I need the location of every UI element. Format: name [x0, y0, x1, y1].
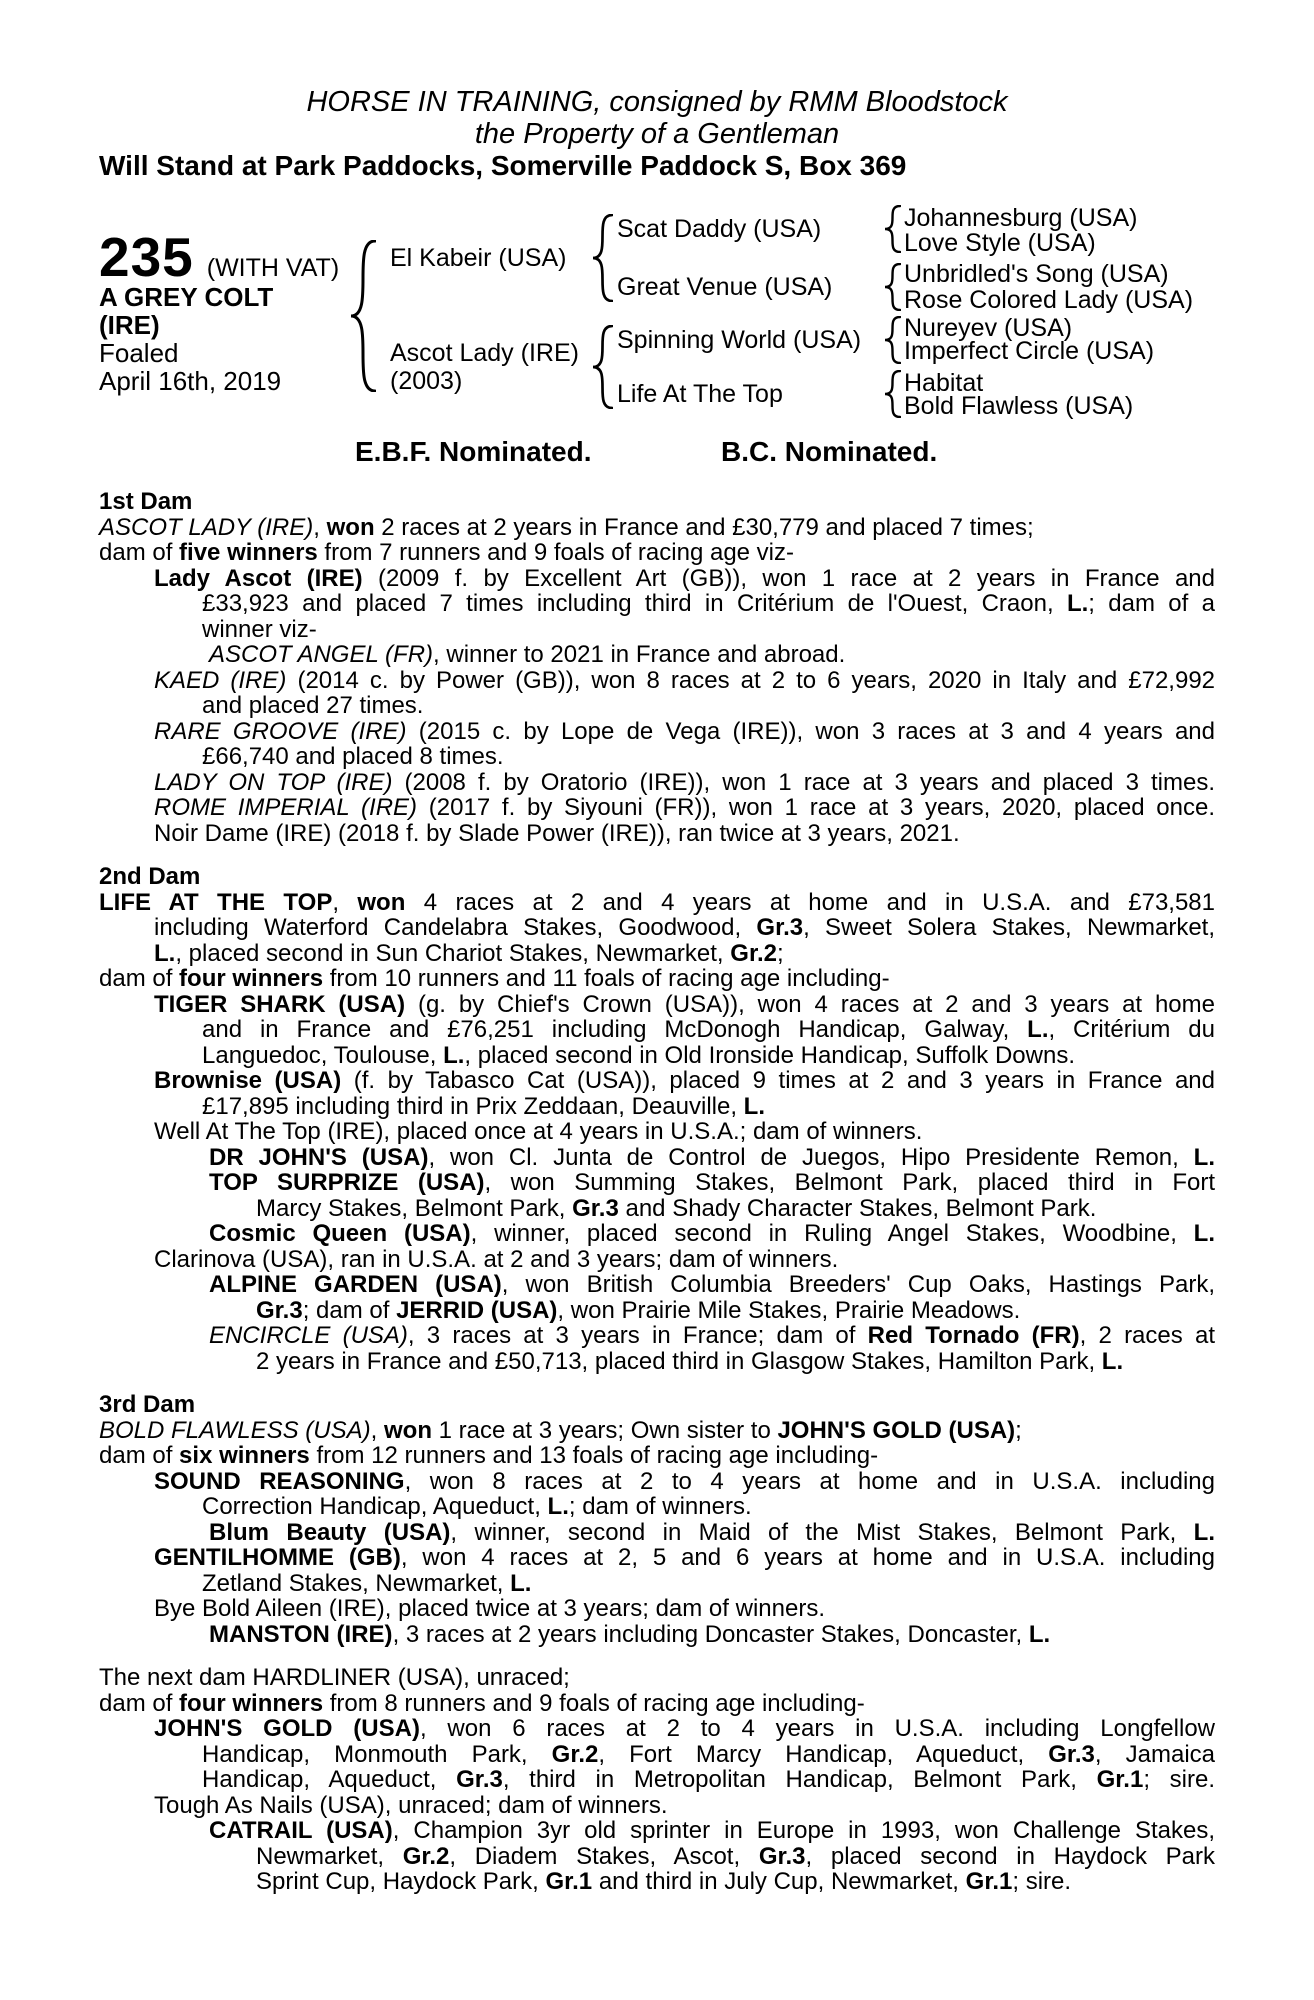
catalogue-line: [99, 890, 1215, 916]
colt-description-line: A GREY COLT: [99, 282, 274, 312]
foaling-date: April 16th, 2019: [99, 366, 282, 396]
emphasis-text: L.: [510, 1569, 532, 1597]
catalogue-line: [99, 1443, 1215, 1469]
catalogue-line: [99, 1665, 1215, 1691]
emphasis-text: Gr.3: [456, 1766, 503, 1793]
body-text: , Critérium du: [1048, 1016, 1215, 1043]
blacktype-name: ASCOT ANGEL (FR): [209, 641, 434, 668]
body-text: Noir Dame (IRE) (2018 f. by Slade Power (IRE)), ran twice at 3 years, 2021.: [154, 819, 960, 847]
catalogue-line: [99, 591, 1215, 617]
body-text: , placed second in Sun Chariot Stakes, Newmarket,: [175, 939, 731, 967]
great-grandparent-name: Imperfect Circle (USA): [904, 337, 1155, 365]
body-text: dam of: [99, 1442, 180, 1469]
emphasis-text: four winners: [179, 1689, 324, 1717]
blacktype-name: ENCIRCLE (USA): [209, 1322, 408, 1349]
body-text: and placed 27 times.: [202, 692, 424, 719]
lot-number: 235: [99, 226, 194, 288]
body-text: , winner, second in Maid of the Mist Stakes, Belmont Park,: [450, 1518, 1194, 1546]
body-text: ,: [370, 1416, 384, 1444]
lot-row: [99, 226, 340, 288]
body-text: , won Summing Stakes, Belmont Park, placed third in Fort: [484, 1169, 1215, 1196]
body-text: dam of: [99, 1689, 180, 1717]
catalogue-line: [99, 1323, 1215, 1349]
body-text: ; sire.: [1012, 1868, 1072, 1895]
emphasis-text: Gr.1: [545, 1868, 593, 1895]
body-text: , placed second in Old Ironside Handicap, Suffolk Downs.: [464, 1041, 1075, 1069]
emphasis-text: L.: [1193, 1143, 1215, 1171]
body-text: including Waterford Candelabra Stakes, Goodwood,: [154, 914, 757, 941]
header-consignor: HORSE IN TRAINING, consigned by RMM Bloodstock: [306, 86, 1008, 118]
section-title: 2nd Dam: [99, 863, 201, 890]
dam-name: Ascot Lady (IRE): [390, 339, 579, 367]
body-text: ; sire.: [1143, 1766, 1215, 1793]
catalogue-line: [99, 1068, 1215, 1094]
granddam-maternal-name: Life At The Top: [617, 380, 783, 408]
emphasis-text: Red Tornado (FR): [867, 1322, 1080, 1349]
body-text: 4 races at 2 and 4 years at home and in U.S.A. and £73,581: [405, 888, 1215, 916]
body-text: Sprint Cup, Haydock Park,: [256, 1868, 546, 1895]
emphasis-text: L.: [1028, 1620, 1051, 1648]
emphasis-text: TOP SURPRIZE (USA): [209, 1169, 485, 1196]
body-text: , won 6 races at 2 to 4 years in U.S.A. including Longfellow: [419, 1715, 1215, 1742]
catalogue-line: [99, 1119, 1215, 1145]
body-text: , Jamaica: [1094, 1740, 1216, 1768]
emphasis-text: Gr.1: [965, 1868, 1013, 1895]
catalogue-line: [99, 1094, 1215, 1120]
emphasis-text: Blum Beauty (USA): [209, 1518, 451, 1546]
vat-note: (WITH VAT): [206, 254, 340, 282]
emphasis-text: L.: [743, 1092, 765, 1120]
body-text: , 3 races at 2 years including Doncaster Stakes, Doncaster,: [392, 1620, 1029, 1648]
body-text: £33,923 and placed 7 times including third in Critérium de l'Ouest, Craon,: [202, 590, 1067, 617]
emphasis-text: Cosmic Queen (USA): [209, 1220, 471, 1247]
catalogue-line: [99, 941, 1215, 967]
body-text: and in France and £76,251 including McDonogh Handicap, Galway,: [202, 1016, 1028, 1043]
emphasis-text: Gr.3: [572, 1194, 619, 1222]
emphasis-text: Lady Ascot (IRE): [154, 564, 363, 592]
body-text: Correction Handicap, Aqueduct,: [202, 1493, 548, 1520]
catalogue-line: [99, 966, 1215, 992]
catalogue-line: [99, 540, 1215, 566]
body-text: , won 4 races at 2, 5 and 6 years at home and in U.S.A. including: [400, 1544, 1216, 1571]
body-text: Zetland Stakes, Newmarket,: [202, 1569, 511, 1597]
emphasis-text: L.: [1193, 1220, 1215, 1247]
body-text: (2017 f. by Siyouni (FR)), won 1 race at 3 years, 2020, placed once.: [417, 794, 1215, 821]
body-text: dam of: [99, 965, 180, 992]
catalogue-line: [99, 992, 1215, 1018]
body-text: (2009 f. by Excellent Art (GB)), won 1 race at 2 years in France and: [362, 564, 1215, 592]
blacktype-name: ROME IMPERIAL (IRE): [154, 794, 418, 821]
grandsire-paternal-name: Scat Daddy (USA): [617, 215, 822, 243]
body-text: Tough As Nails (USA), unraced; dam of winners.: [154, 1791, 668, 1819]
emphasis-text: Gr.2: [402, 1842, 450, 1870]
catalogue-line: [99, 1298, 1215, 1324]
catalogue-line: [99, 1247, 1215, 1273]
emphasis-text: GENTILHOMME (GB): [154, 1544, 401, 1571]
body-text: Newmarket,: [256, 1842, 403, 1870]
body-text: , won British Columbia Breeders' Cup Oaks, Hastings Park,: [501, 1271, 1215, 1298]
body-text: (f. by Tabasco Cat (USA)), placed 9 times at 2 and 3 years in France and: [341, 1067, 1215, 1094]
body-text: , won 8 races at 2 to 4 years at home and in U.S.A. including: [404, 1467, 1216, 1495]
emphasis-text: Gr.3: [1048, 1740, 1095, 1768]
body-text: , won Cl. Junta de Control de Juegos, Hipo Presidente Remon,: [428, 1143, 1194, 1171]
catalogue-line: [99, 1520, 1215, 1546]
body-text: , Diadem Stakes, Ascot,: [449, 1842, 759, 1870]
grandsire-maternal-name: Spinning World (USA): [617, 326, 862, 354]
catalogue-line: [99, 668, 1215, 694]
catalogue-line: [99, 744, 1215, 770]
pedigree-brace-icon: [592, 325, 613, 409]
emphasis-text: L.: [1101, 1347, 1124, 1375]
body-text: ,: [332, 888, 358, 916]
body-text: from 7 runners and 9 foals of racing age viz-: [317, 539, 795, 566]
body-text: winner viz-: [202, 615, 317, 643]
foaled-label: Foaled: [99, 338, 179, 368]
catalogue-line: [99, 642, 1215, 668]
catalogue-line: [99, 1017, 1215, 1043]
body-text: , won Prairie Mile Stakes, Prairie Meadows.: [557, 1296, 1021, 1324]
catalogue-line: [99, 617, 1215, 643]
great-grandparent-name: Love Style (USA): [904, 229, 1096, 257]
granddam-paternal-name: Great Venue (USA): [617, 273, 833, 301]
body-text: (2015 c. by Lope de Vega (IRE)), won 3 races at 3 and 4 years and: [406, 717, 1215, 745]
body-text: Languedoc, Toulouse,: [202, 1041, 444, 1069]
body-text: and Shady Character Stakes, Belmont Park.: [618, 1194, 1097, 1222]
colt-description-line: (IRE): [99, 310, 160, 340]
great-grandparent-name: Bold Flawless (USA): [904, 392, 1134, 420]
body-text: dam of: [99, 539, 180, 566]
body-text: Handicap, Monmouth Park,: [202, 1740, 552, 1768]
body-text: from 12 runners and 13 foals of racing age including-: [309, 1442, 879, 1469]
pedigree-brace-icon: [592, 214, 613, 302]
emphasis-text: DR JOHN'S (USA): [209, 1143, 429, 1171]
catalogue-line: [99, 1716, 1215, 1742]
body-text: , winner, placed second in Ruling Angel Stakes, Woodbine,: [470, 1220, 1194, 1247]
body-text: from 10 runners and 11 foals of racing age including-: [323, 965, 890, 992]
dam-section-1: [99, 489, 1215, 846]
colt-description: [99, 283, 281, 395]
body-text: (2008 f. by Oratorio (IRE)), won 1 race at 3 years and placed 3 times.: [392, 768, 1215, 796]
body-text: , third in Metropolitan Handicap, Belmont Park,: [502, 1766, 1097, 1793]
catalogue-line: [99, 795, 1215, 821]
catalogue-line: [99, 1818, 1215, 1844]
body-text: , Fort Marcy Handicap, Aqueduct,: [598, 1740, 1049, 1768]
body-text: Marcy Stakes, Belmont Park,: [256, 1194, 573, 1222]
body-text: Well At The Top (IRE), placed once at 4 years in U.S.A.; dam of winners.: [154, 1118, 923, 1145]
body-text: , 2 races at: [1079, 1322, 1215, 1349]
great-grandparent-name: Johannesburg (USA): [904, 204, 1138, 232]
body-text: 2 years in France and £50,713, placed third in Glasgow Stakes, Hamilton Park,: [256, 1347, 1102, 1375]
great-grandparent-name: Unbridled's Song (USA): [904, 260, 1169, 288]
body-text: (2014 c. by Power (GB)), won 8 races at 2 to 6 years, 2020 in Italy and £72,992: [286, 666, 1216, 694]
body-text: 2 races at 2 years in France and £30,779 and placed 7 times;: [374, 513, 1034, 541]
body-text: ; dam of: [302, 1296, 397, 1324]
body-text: The next dam HARDLINER (USA), unraced;: [99, 1664, 570, 1691]
catalogue-line: [99, 1793, 1215, 1819]
header-location: Will Stand at Park Paddocks, Somerville Paddock S, Box 369: [99, 150, 907, 181]
catalogue-line: [99, 1170, 1215, 1196]
emphasis-text: four winners: [179, 965, 324, 992]
catalogue-line: [99, 1869, 1215, 1895]
body-text: , Sweet Solera Stakes, Newmarket,: [803, 914, 1215, 941]
blacktype-name: RARE GROOVE (IRE): [154, 717, 407, 745]
emphasis-text: Brownise (USA): [154, 1067, 342, 1094]
blacktype-name: ASCOT LADY (IRE): [99, 513, 314, 541]
emphasis-text: Gr.2: [730, 939, 777, 967]
catalogue-line: [99, 1571, 1215, 1597]
dam-section-2: [99, 864, 1215, 1374]
pedigree-brace-icon: [884, 370, 901, 418]
dam-year: (2003): [390, 367, 463, 395]
emphasis-text: L.: [1066, 590, 1089, 617]
body-text: 1 race at 3 years; Own sister to: [431, 1416, 778, 1444]
pedigree-brace-icon: [884, 205, 901, 253]
body-text: and third in July Cup, Newmarket,: [592, 1868, 966, 1895]
catalogue-line: [99, 770, 1215, 796]
body-text: ; dam of a: [1088, 590, 1215, 617]
sire-name: El Kabeir (USA): [390, 244, 567, 272]
emphasis-text: ALPINE GARDEN (USA): [209, 1271, 502, 1298]
catalogue-line: [99, 1742, 1215, 1768]
emphasis-text: Gr.1: [1096, 1766, 1144, 1793]
body-text: ; dam of winners.: [568, 1493, 752, 1520]
catalogue-line: [99, 566, 1215, 592]
ebf-nomination: E.B.F. Nominated.: [355, 436, 592, 467]
emphasis-text: Gr.3: [256, 1296, 303, 1324]
emphasis-text: SOUND REASONING: [154, 1467, 405, 1495]
emphasis-text: MANSTON (IRE): [209, 1620, 393, 1648]
emphasis-text: L.: [547, 1493, 569, 1520]
emphasis-text: won: [326, 513, 375, 541]
body-text: , Champion 3yr old sprinter in Europe in 1993, won Challenge Stakes,: [392, 1817, 1215, 1844]
great-grandparent-name: Rose Colored Lady (USA): [904, 286, 1194, 314]
catalogue-line: [99, 915, 1215, 941]
catalogue-line: [99, 719, 1215, 745]
section-title: 3rd Dam: [99, 1391, 196, 1418]
emphasis-text: L.: [443, 1041, 465, 1069]
catalogue-line: [99, 1494, 1215, 1520]
catalogue-line: [99, 1221, 1215, 1247]
emphasis-text: won: [383, 1416, 432, 1444]
dam-section-4: [99, 1665, 1215, 1895]
body-text: ,: [313, 513, 327, 541]
catalogue-line: [99, 1145, 1215, 1171]
catalogue-line: [99, 1196, 1215, 1222]
catalogue-line: [99, 1596, 1215, 1622]
catalogue-line: [99, 693, 1215, 719]
emphasis-text: five winners: [179, 539, 318, 566]
emphasis-text: won: [357, 888, 406, 916]
body-text: ;: [776, 939, 784, 967]
blacktype-name: KAED (IRE): [154, 666, 287, 694]
catalogue-body: [99, 489, 1215, 1895]
body-text: Clarinova (USA), ran in U.S.A. at 2 and 3 years; dam of winners.: [154, 1245, 839, 1273]
pedigree-brace-icon: [350, 240, 376, 392]
emphasis-text: JOHN'S GOLD (USA): [154, 1715, 420, 1742]
body-text: £17,895 including third in Prix Zeddaan, Deauville,: [202, 1092, 744, 1120]
emphasis-text: six winners: [179, 1442, 310, 1469]
catalogue-line: [99, 515, 1215, 541]
body-text: (g. by Chief's Crown (USA)), won 4 races at 2 and 3 years at home: [405, 990, 1215, 1018]
great-grandparent-name: Habitat: [904, 369, 984, 397]
catalogue-line: [99, 1043, 1215, 1069]
catalogue-line: [99, 1469, 1215, 1495]
emphasis-text: JOHN'S GOLD (USA): [777, 1416, 1016, 1444]
blacktype-name: LADY ON TOP (IRE): [154, 768, 393, 796]
bc-nomination: B.C. Nominated.: [721, 436, 938, 467]
body-text: Handicap, Aqueduct,: [202, 1766, 457, 1793]
catalogue-line: [99, 1349, 1215, 1375]
emphasis-text: CATRAIL (USA): [209, 1817, 393, 1844]
body-text: , placed second in Haydock Park: [805, 1842, 1215, 1870]
body-text: Bye Bold Aileen (IRE), placed twice at 3 years; dam of winners.: [154, 1595, 825, 1622]
body-text: from 8 runners and 9 foals of racing age including-: [323, 1689, 865, 1717]
catalogue-line: [99, 1418, 1215, 1444]
catalogue-line: [99, 1691, 1215, 1717]
blacktype-name: BOLD FLAWLESS (USA): [99, 1416, 371, 1444]
catalogue-line: [99, 1767, 1215, 1793]
emphasis-text: L.: [154, 939, 176, 967]
emphasis-text: TIGER SHARK (USA): [154, 990, 406, 1018]
emphasis-text: JERRID (USA): [396, 1296, 558, 1324]
section-title: 1st Dam: [99, 488, 193, 515]
header-property: the Property of a Gentleman: [474, 118, 840, 150]
emphasis-text: Gr.2: [551, 1740, 599, 1768]
emphasis-text: L.: [1027, 1016, 1049, 1043]
emphasis-text: Gr.3: [756, 914, 804, 941]
emphasis-text: L.: [1193, 1518, 1215, 1546]
catalogue-line: [99, 1545, 1215, 1571]
catalogue-line: [99, 1272, 1215, 1298]
catalogue-line: [99, 1622, 1215, 1648]
emphasis-text: Gr.3: [758, 1842, 806, 1870]
catalogue-line: [99, 1844, 1215, 1870]
emphasis-text: LIFE AT THE TOP: [99, 888, 333, 916]
body-text: , winner to 2021 in France and abroad.: [433, 641, 846, 668]
pedigree-brace-icon: [884, 263, 901, 311]
dam-section-3: [99, 1392, 1215, 1647]
body-text: £66,740 and placed 8 times.: [202, 743, 504, 770]
body-text: , 3 races at 3 years in France; dam of: [407, 1322, 868, 1349]
body-text: ;: [1015, 1416, 1022, 1444]
pedigree-brace-icon: [884, 316, 901, 364]
catalogue-line: [99, 821, 1215, 847]
great-grandparent-name: Nureyev (USA): [904, 314, 1073, 342]
